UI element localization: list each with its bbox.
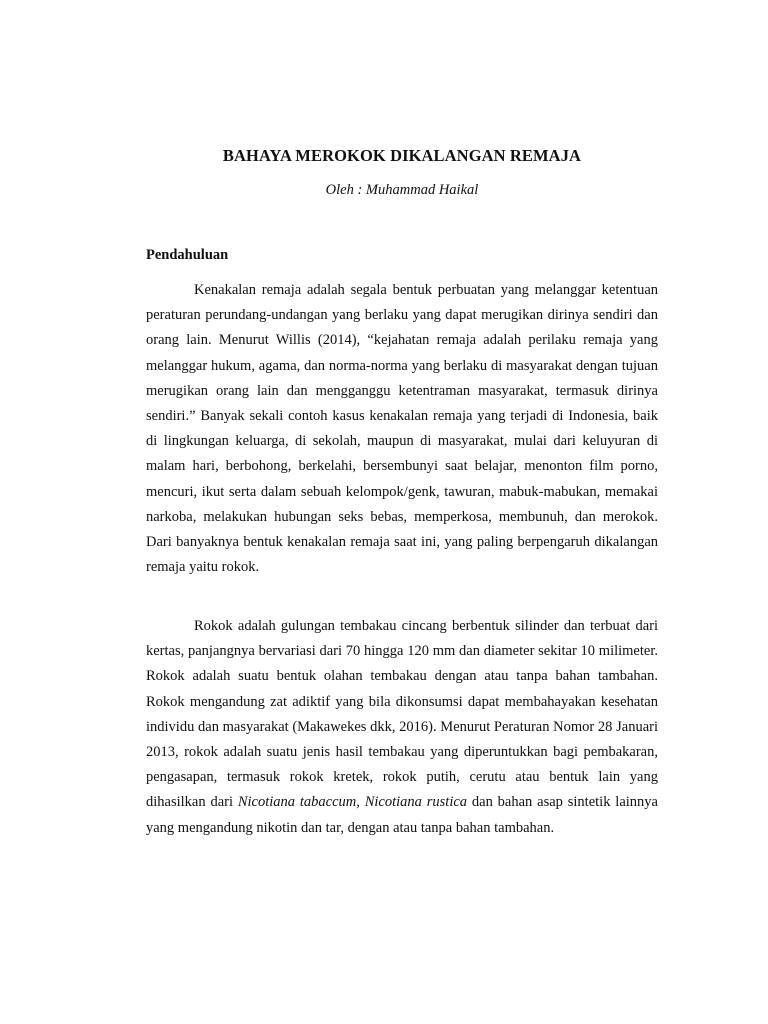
document-title: BAHAYA MEROKOK DIKALANGAN REMAJA [222,146,582,165]
paragraph-1: Kenakalan remaja adalah segala bentuk perbuatan yang melanggar ketentuan peraturan perundang-undangan yang berlaku yang dapat merugikan dirinya sendiri dan orang lain. Menurut Willis (2014), “kejahatan remaja adalah perilaku remaja yang melanggar hukum, agama, dan norma-norma yang berlaku di masyarakat dengan tujuan merugikan orang lain dan mengganggu ketentraman masyarakat, termasuk dirinya sendiri.” Banyak sekali contoh kasus kenakalan remaja yang terjadi di Indonesia, baik di lingkungan keluarga, di sekolah, maupun di masyarakat, mulai dari keluyuran di malam hari, berbohong, berkelahi, bersembunyi saat belajar, menonton film porno, mencuri, ikut serta dalam sebuah kelompok/genk, tawuran, mabuk-mabukan, memakai narkoba, melakukan hubungan seks bebas, memperkosa, membunuh, dan merokok. Dari banyaknya bentuk kenakalan remaja saat ini, yang paling berpengaruh dikalangan remaja yaitu rokok. [146,282,658,576]
section-heading: Pendahuluan [146,247,229,263]
paragraph-2-text-end: dan bahan asap sintetik lainnya yang mengandung nikotin dan tar, dengan atau tanpa bahan tambahan. [146,794,658,836]
document-author: Oleh : Muhammad Haikal [325,182,479,198]
document-page [146,0,658,1024]
paragraph-2 [146,614,658,841]
paragraph-2-text-start: Rokok adalah gulungan tembakau cincang berbentuk silinder dan terbuat dari kertas, panjangnya bervariasi dari 70 hingga 120 mm dan diameter sekitar 10 milimeter. Rokok adalah suatu bentuk olahan tembakau dengan atau tanpa bahan tambahan. Rokok mengandung zat adiktif yang bila dikonsumsi dapat membahayakan kesehatan individu dan masyarakat (Makawekes dkk, 2016). Menurut Peraturan Nomor 28 Januari 2013, rokok adalah suatu jenis hasil tembakau yang diperuntukkan bagi pembakaran, pengasapan, termasuk rokok kretek, rokok putih, cerutu atau bentuk lain yang dihasilkan dari [146,618,658,811]
paragraph-2-species-names: Nicotiana tabaccum, Nicotiana rustica [237,794,468,811]
